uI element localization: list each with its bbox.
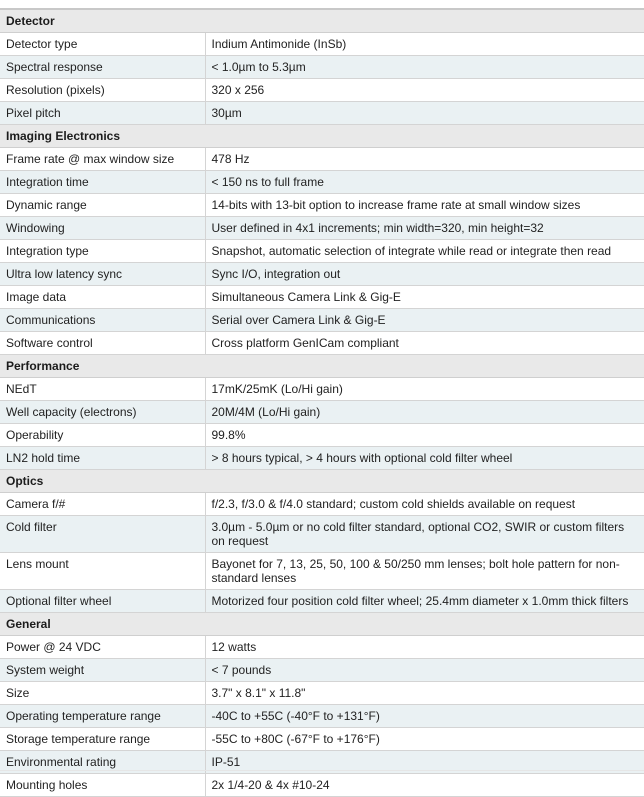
- section-header: [0, 125, 644, 148]
- section-title: Performance: [0, 355, 644, 378]
- spec-label: Mounting holes: [0, 774, 205, 797]
- spec-value: -40C to +55C (-40°F to +131°F): [205, 705, 644, 728]
- spec-row: [0, 774, 644, 797]
- spec-row: [0, 309, 644, 332]
- spec-row: [0, 424, 644, 447]
- spec-value: f/2.3, f/3.0 & f/4.0 standard; custom cold shields available on request: [205, 493, 644, 516]
- spec-row: [0, 102, 644, 125]
- spec-label: Integration type: [0, 240, 205, 263]
- spec-row: [0, 728, 644, 751]
- spec-value: 30µm: [205, 102, 644, 125]
- section-title: Detector: [0, 9, 644, 33]
- spec-label: Cold filter: [0, 516, 205, 553]
- spec-row: [0, 659, 644, 682]
- spec-row: [0, 590, 644, 613]
- spec-value: Motorized four position cold filter wheel; 25.4mm diameter x 1.0mm thick filters: [205, 590, 644, 613]
- spec-table-body: [0, 9, 644, 797]
- section-header: [0, 355, 644, 378]
- spec-value: 320 x 256: [205, 79, 644, 102]
- section-header: [0, 470, 644, 493]
- spec-row: [0, 148, 644, 171]
- spec-row: [0, 217, 644, 240]
- spec-label: Lens mount: [0, 553, 205, 590]
- spec-value: Serial over Camera Link & Gig-E: [205, 309, 644, 332]
- spec-label: Power @ 24 VDC: [0, 636, 205, 659]
- spec-label: Spectral response: [0, 56, 205, 79]
- spec-label: LN2 hold time: [0, 447, 205, 470]
- spec-label: NEdT: [0, 378, 205, 401]
- spec-row: [0, 705, 644, 728]
- spec-label: Operability: [0, 424, 205, 447]
- spec-label: Dynamic range: [0, 194, 205, 217]
- spec-label: Camera f/#: [0, 493, 205, 516]
- spec-label: Size: [0, 682, 205, 705]
- spec-value: 17mK/25mK (Lo/Hi gain): [205, 378, 644, 401]
- spec-row: [0, 286, 644, 309]
- spec-value: 478 Hz: [205, 148, 644, 171]
- spec-label: Software control: [0, 332, 205, 355]
- spec-label: Resolution (pixels): [0, 79, 205, 102]
- spec-value: User defined in 4x1 increments; min width=320, min height=32: [205, 217, 644, 240]
- spec-value: 3.0µm - 5.0µm or no cold filter standard, optional CO2, SWIR or custom filters on request: [205, 516, 644, 553]
- spec-value: Sync I/O, integration out: [205, 263, 644, 286]
- spec-row: [0, 171, 644, 194]
- spec-value: < 1.0µm to 5.3µm: [205, 56, 644, 79]
- spec-row: [0, 636, 644, 659]
- spec-value: 20M/4M (Lo/Hi gain): [205, 401, 644, 424]
- spec-value: > 8 hours typical, > 4 hours with optional cold filter wheel: [205, 447, 644, 470]
- spec-table: [0, 8, 644, 797]
- spec-value: < 7 pounds: [205, 659, 644, 682]
- spec-row: [0, 447, 644, 470]
- spec-value: Snapshot, automatic selection of integrate while read or integrate then read: [205, 240, 644, 263]
- spec-value: Indium Antimonide (InSb): [205, 33, 644, 56]
- spec-value: 14-bits with 13-bit option to increase frame rate at small window sizes: [205, 194, 644, 217]
- spec-value: < 150 ns to full frame: [205, 171, 644, 194]
- section-title: Imaging Electronics: [0, 125, 644, 148]
- spec-row: [0, 516, 644, 553]
- spec-label: Operating temperature range: [0, 705, 205, 728]
- spec-row: [0, 553, 644, 590]
- spec-value: -55C to +80C (-67°F to +176°F): [205, 728, 644, 751]
- spec-label: Optional filter wheel: [0, 590, 205, 613]
- spec-value: 2x 1/4-20 & 4x #10-24: [205, 774, 644, 797]
- spec-value: Simultaneous Camera Link & Gig-E: [205, 286, 644, 309]
- spec-label: Image data: [0, 286, 205, 309]
- spec-row: [0, 56, 644, 79]
- spec-row: [0, 682, 644, 705]
- spec-label: Storage temperature range: [0, 728, 205, 751]
- spec-row: [0, 332, 644, 355]
- spec-label: Communications: [0, 309, 205, 332]
- spec-value: IP-51: [205, 751, 644, 774]
- section-title: Optics: [0, 470, 644, 493]
- spec-row: [0, 194, 644, 217]
- spec-row: [0, 33, 644, 56]
- spec-value: 3.7" x 8.1" x 11.8": [205, 682, 644, 705]
- spec-row: [0, 263, 644, 286]
- spec-row: [0, 493, 644, 516]
- top-margin: [0, 0, 644, 8]
- spec-label: Integration time: [0, 171, 205, 194]
- spec-label: Windowing: [0, 217, 205, 240]
- spec-label: Pixel pitch: [0, 102, 205, 125]
- spec-value: 12 watts: [205, 636, 644, 659]
- spec-row: [0, 378, 644, 401]
- spec-label: Frame rate @ max window size: [0, 148, 205, 171]
- section-header: [0, 9, 644, 33]
- spec-label: Ultra low latency sync: [0, 263, 205, 286]
- spec-label: Environmental rating: [0, 751, 205, 774]
- section-header: [0, 613, 644, 636]
- spec-value: 99.8%: [205, 424, 644, 447]
- section-title: General: [0, 613, 644, 636]
- spec-row: [0, 401, 644, 424]
- spec-label: Detector type: [0, 33, 205, 56]
- spec-label: Well capacity (electrons): [0, 401, 205, 424]
- spec-row: [0, 240, 644, 263]
- spec-row: [0, 79, 644, 102]
- spec-value: Cross platform GenICam compliant: [205, 332, 644, 355]
- spec-label: System weight: [0, 659, 205, 682]
- spec-value: Bayonet for 7, 13, 25, 50, 100 & 50/250 mm lenses; bolt hole pattern for non-standard lenses: [205, 553, 644, 590]
